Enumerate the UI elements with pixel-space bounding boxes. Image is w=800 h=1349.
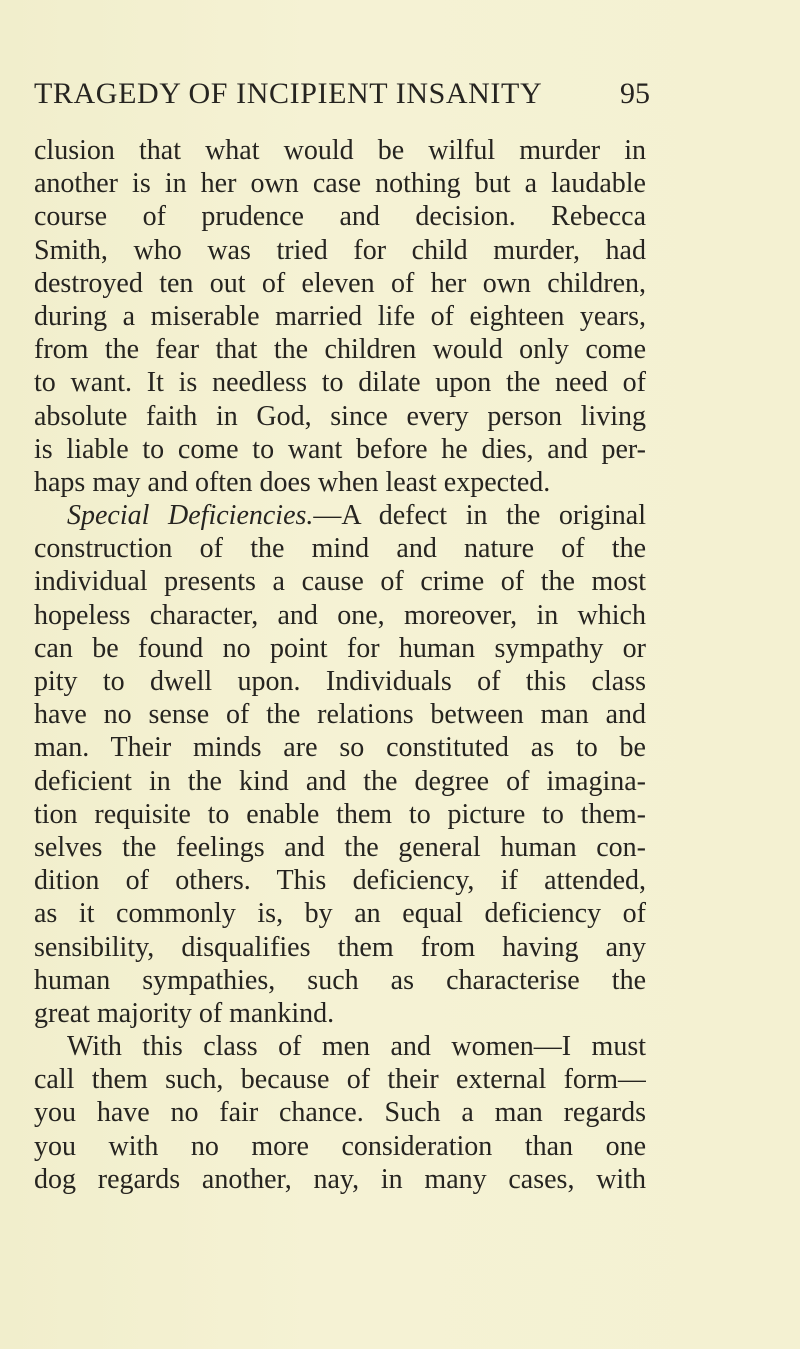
text-line: from the fear that the children would only come [34,334,646,366]
text-line: selves the feelings and the general human con- [34,831,646,863]
page-number: 95 [620,77,650,110]
text-line: absolute faith in God, since every person living [34,400,646,432]
text-line: hopeless character, and one, moreover, in which [34,599,646,631]
text-line: as it commonly is, by an equal deficiency of [34,898,646,930]
text-line: to want. It is needless to dilate upon the need of [34,367,646,399]
text-line: destroyed ten out of eleven of her own children, [34,267,646,299]
text-line: sensibility, disqualifies them from having any [34,931,646,963]
text-line: clusion that what would be wilful murder in [34,135,646,166]
text-line: you with no more consideration than one [34,1130,646,1162]
running-head [34,76,674,116]
running-title: TRAGEDY OF INCIPIENT INSANITY [34,77,543,110]
text-line: tion requisite to enable them to picture to them- [34,798,646,830]
text-line: Smith, who was tried for child murder, had [34,234,646,266]
text-line: you have no fair chance. Such a man regards [34,1097,646,1129]
body-text [34,134,646,1196]
text-line: another is in her own case nothing but a laudable [34,168,646,200]
text-line: call them such, because of their external form— [34,1064,646,1096]
text-line: during a miserable married life of eighteen years, [34,300,646,332]
text-line: dition of others. This deficiency, if attended, [34,865,646,897]
section-heading: Special Deficiencies. [67,500,314,532]
text-line: Special Deficiencies.—A defect in the original [67,500,646,532]
text-line: pity to dwell upon. Individuals of this class [34,666,646,697]
text-line: can be found no point for human sympathy or [34,632,646,664]
text-line: course of prudence and decision. Rebecca [34,201,646,233]
text-line: deficient in the kind and the degree of imagina- [34,765,646,797]
text-line: haps may and often does when least expected. [34,466,551,498]
text-line: great majority of mankind. [34,997,335,1029]
text-line: With this class of men and women—I must [67,1031,646,1063]
text-line: is liable to come to want before he dies, and per- [34,433,646,465]
text-line: construction of the mind and nature of the [34,533,646,565]
text-line: have no sense of the relations between man and [34,699,646,731]
text-line: man. Their minds are so constituted as to be [34,732,646,764]
text-line: dog regards another, nay, in many cases, with [34,1163,646,1195]
text-line: human sympathies, such as characterise the [34,964,646,996]
text-line: individual presents a cause of crime of the most [34,566,646,598]
